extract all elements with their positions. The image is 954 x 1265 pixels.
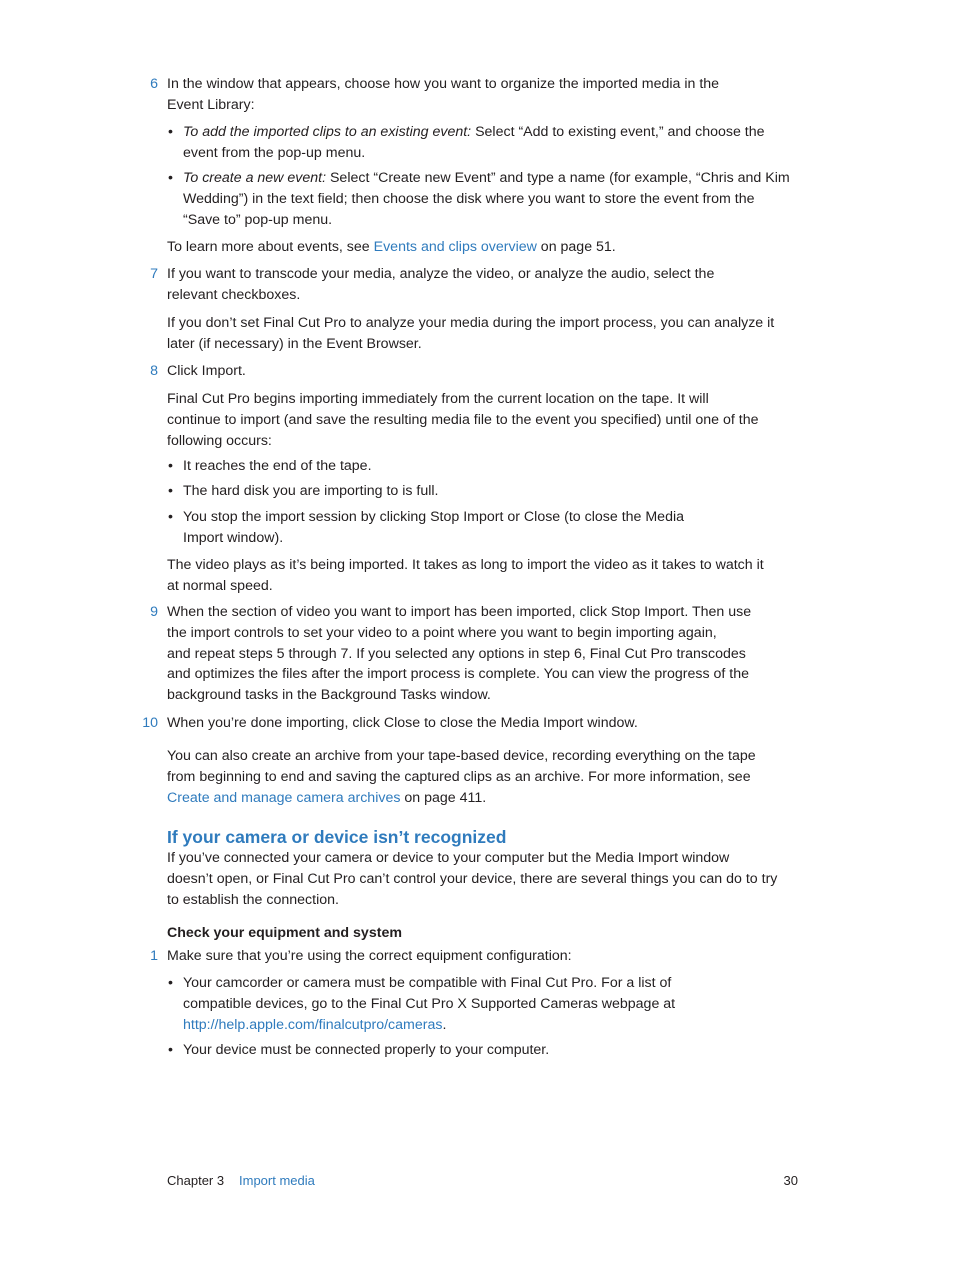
step-8-text: Click Import. [167,363,246,379]
step-6-text: In the window that appears, choose how you want to organize the imported media in the Event Library: [167,76,720,113]
check-bullet-connected: Your device must be connected properly to your computer. [183,1042,550,1058]
step-8-paragraph-playback: The video plays as it’s being imported. It takes as long to import the video as it takes to watch it at normal speed. [167,557,764,594]
bullet: • [168,170,173,186]
step-6-bullet-existing-event: To add the imported clips to an existing event: Select “Add to existing event,” and choose the event from the pop-up menu. [183,124,765,161]
step-number-1: 1 [150,948,158,964]
step-8-bullet-stop-import: You stop the import session by clicking Stop Import or Close (to close the Media Import window). [183,509,685,546]
step-8-paragraph: Final Cut Pro begins importing immediately from the current location on the tape. It will continue to import (and save the resulting media file to the event you specified) until one of the following occurs: [167,391,759,449]
step-8-bullet-end-of-tape: It reaches the end of the tape. [183,458,372,474]
step-number-6: 6 [150,76,158,92]
footer-chapter: Chapter 3 [167,1173,225,1188]
bullet: • [168,458,173,474]
section-heading: If your camera or device isn’t recognized [167,827,507,847]
step-number-9: 9 [150,604,158,620]
bullet: • [168,1042,173,1058]
bullet: • [168,975,173,991]
subheading-check-equipment: Check your equipment and system [167,925,402,941]
step-10-text: When you’re done importing, click Close to close the Media Import window. [167,715,638,731]
bullet: • [168,509,173,525]
create-manage-camera-archives-link[interactable]: Create and manage camera archives [167,789,401,806]
supported-cameras-url-link[interactable]: http://help.apple.com/finalcutpro/cameras [183,1016,443,1033]
bullet: • [168,483,173,499]
step-9-text: When the section of video you want to import has been imported, click Stop Import. Then use the import controls to set your video to a point where you want to begin importing again, and repeat steps 5 through 7. If you selected any options in step 6, Final Cut Pro transcodes and optimizes the files after the import process is complete. You can view the progress of the background tasks in the Background Tasks window. [167,604,752,704]
learn-more-events: To learn more about events, see Events and clips overview on page 51. [167,239,616,255]
step-7-text: If you want to transcode your media, analyze the video, or analyze the audio, select the relevant checkboxes. [167,266,715,303]
check-bullet-compatible: Your camcorder or camera must be compatible with Final Cut Pro. For a list of compatible devices, go to the Final Cut Pro X Supported Cameras webpage at http://help.apple.com/finalcutpro/cameras. [183,975,676,1033]
footer-chapter-link[interactable]: Import media [239,1173,315,1188]
step-number-7: 7 [150,266,158,282]
bullet: • [168,124,173,140]
step-7-paragraph: If you don’t set Final Cut Pro to analyze your media during the import process, you can analyze it later (if necessary) in the Event Browser. [167,315,775,352]
step-8-bullet-disk-full: The hard disk you are importing to is full. [183,483,439,499]
page-number: 30 [783,1173,798,1188]
section-intro: If you’ve connected your camera or device to your computer but the Media Import window doesn’t open, or Final Cut Pro can’t control your device, there are several things you can do to try to establish the connection. [167,850,778,908]
step-number-8: 8 [150,363,158,379]
events-and-clips-overview-link[interactable]: Events and clips overview [373,239,537,255]
archive-paragraph: You can also create an archive from your tape-based device, recording everything on the tape from beginning to end and saving the captured clips as an archive. For more information, see Create and manage camera archives on page 411. [167,748,756,806]
step-6-bullet-new-event: To create a new event: Select “Create new Event” and type a name (for example, “Chris and Kim Wedding”) in the text field; then choose the disk where you want to store the event from the “Save to” pop-up menu. [183,170,790,228]
check-step-1-text: Make sure that you’re using the correct equipment configuration: [167,948,572,964]
step-number-10: 10 [142,715,158,731]
